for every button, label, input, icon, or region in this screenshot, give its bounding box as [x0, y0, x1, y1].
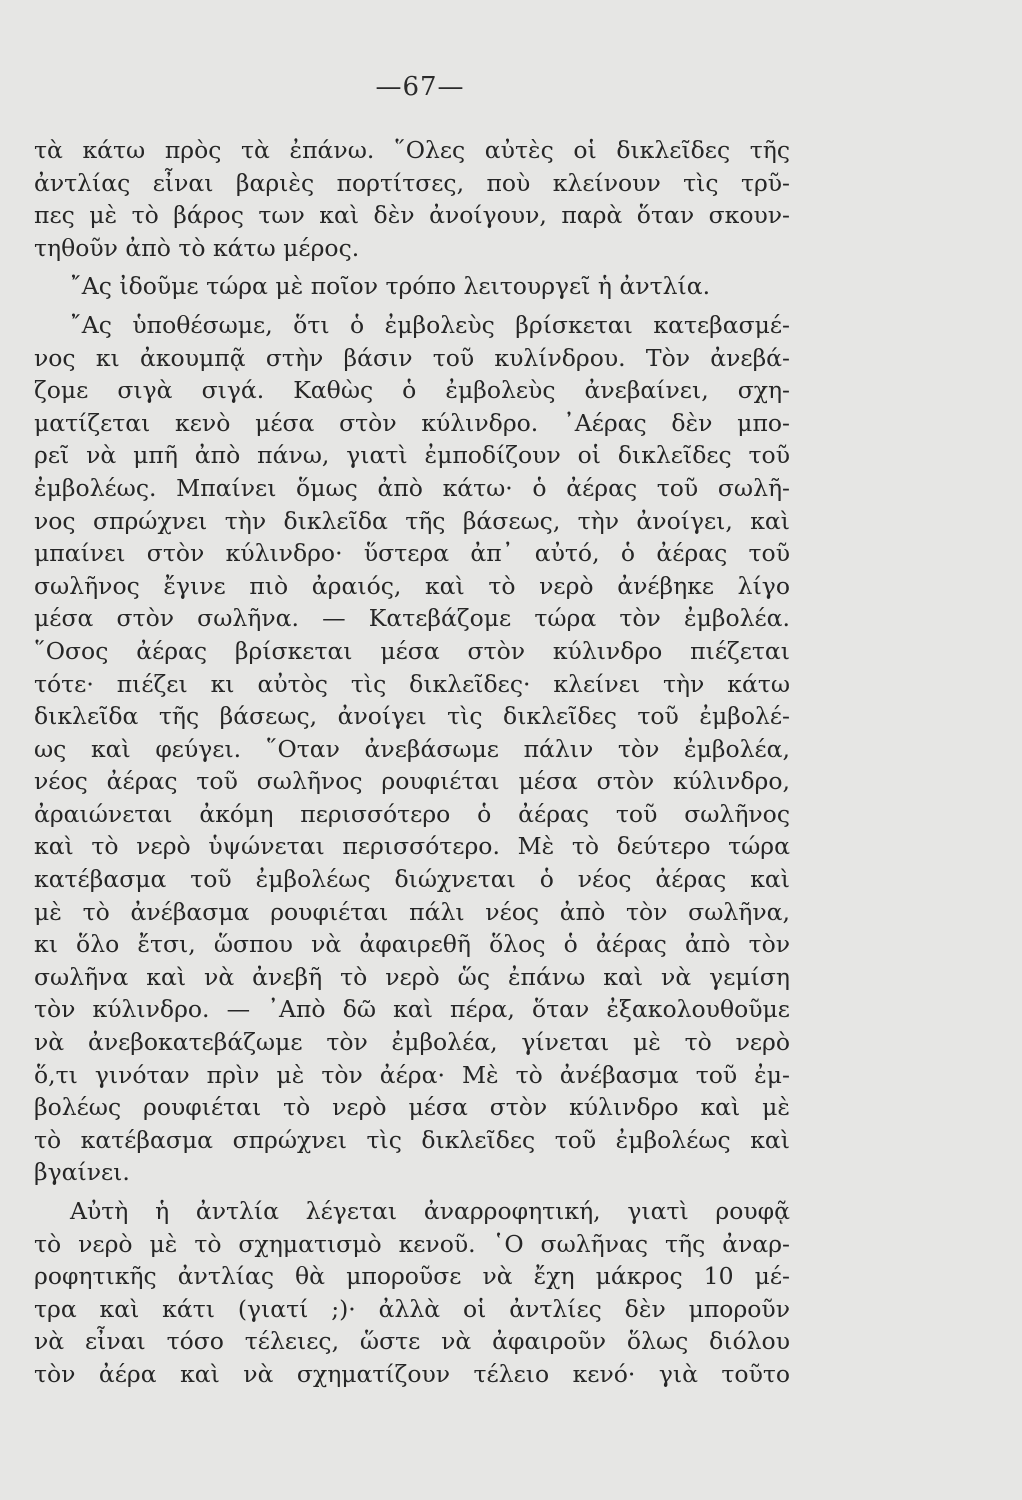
text-line: τὸ κατέβασμα σπρώχνει τὶς δικλεῖδες τοῦ ἐμβολέως καὶ [34, 1125, 790, 1154]
text-line: ἀντλίας εἶναι βαριὲς πορτίτσες, ποὺ κλείνουν τὶς τρῦ- [34, 168, 790, 197]
text-line: τὸ νερὸ μὲ τὸ σχηματισμὸ κενοῦ. ῾Ο σωλῆνας τῆς ἀναρ- [34, 1229, 790, 1258]
text-line: νὰ εἶναι τόσο τέλειες, ὥστε νὰ ἀφαιροῦν ὅλως διόλου [34, 1327, 790, 1356]
text-line: ζομε σιγὰ σιγά. Καθὼς ὁ ἐμβολεὺς ἀνεβαίνει, σχη- [34, 376, 790, 405]
text-line: ὅ,τι γινόταν πρὶν μὲ τὸν ἀέρα· Μὲ τὸ ἀνέβασμα τοῦ ἐμ- [34, 1060, 790, 1089]
text-line: νος κι ἀκουμπᾷ στὴν βάσιν τοῦ κυλίνδρου. Τὸν ἀνεβά- [34, 343, 790, 372]
text-line: ῎Ας ἰδοῦμε τώρα μὲ ποῖον τρόπο λειτουργεῖ ἡ ἀντλία. [70, 272, 711, 301]
text-line: κι ὅλο ἔτσι, ὥσπου νὰ ἀφαιρεθῆ ὅλος ὁ ἀέρας ἀπὸ τὸν [34, 930, 790, 959]
text-line: ῞Οσος ἀέρας βρίσκεται μέσα στὸν κύλινδρο πιέζεται [34, 636, 790, 665]
text-line: Αὐτὴ ἡ ἀντλία λέγεται ἀναρροφητική, γιατὶ ρουφᾷ [70, 1197, 790, 1225]
text-line: ῎Ας ὑποθέσωμε, ὅτι ὁ ἐμβολεὺς βρίσκεται κατεβασμέ- [70, 310, 790, 339]
text-line: κατέβασμα τοῦ ἐμβολέως διώχνεται ὁ νέος ἀέρας καὶ [34, 865, 790, 894]
text-line: καὶ τὸ νερὸ ὑψώνεται περισσότερο. Μὲ τὸ δεύτερο τώρα [34, 832, 790, 861]
text-line: τὰ κάτω πρὸς τὰ ἐπάνω. ῞Ολες αὐτὲς οἱ δικλεῖδες τῆς [34, 136, 790, 164]
text-line: σωλῆνα καὶ νὰ ἀνεβῆ τὸ νερὸ ὥς ἐπάνω καὶ νὰ γεμίση [34, 962, 790, 991]
text-line: ροφητικῆς ἀντλίας θὰ μποροῦσε νὰ ἔχη μάκρος 10 μέ- [34, 1262, 790, 1291]
text-line: τὸν κύλινδρο. — ᾿Απὸ δῶ καὶ πέρα, ὅταν ἐξακολουθοῦμε [34, 995, 790, 1024]
text-line: μπαίνει στὸν κύλινδρο· ὕστερα ἀπ᾽ αὐτό, ὁ ἀέρας τοῦ [34, 539, 790, 568]
text-line: νος σπρώχνει τὴν δικλεῖδα τῆς βάσεως, τὴν ἀνοίγει, καὶ [34, 506, 790, 535]
text-line: νέος ἀέρας τοῦ σωλῆνος ρουφιέται μέσα στὸν κύλινδρο, [34, 767, 790, 796]
text-line: τηθοῦν ἀπὸ τὸ κάτω μέρος. [34, 233, 360, 262]
text-line: βγαίνει. [34, 1158, 130, 1187]
text-line: ματίζεται κενὸ μέσα στὸν κύλινδρο. ᾿Αέρας δὲν μπο- [34, 408, 790, 437]
text-line: σωλῆνος ἔγινε πιὸ ἀραιός, καὶ τὸ νερὸ ἀνέβηκε λίγο [34, 571, 790, 600]
body-text [34, 134, 790, 1391]
text-line: τότε· πιέζει κι αὐτὸς τὶς δικλεῖδες· κλείνει τὴν κάτω [34, 669, 790, 698]
text-line: νὰ ἀνεβοκατεβάζωμε τὸν ἐμβολέα, γίνεται μὲ τὸ νερὸ [34, 1028, 790, 1057]
text-line: ρεῖ νὰ μπῆ ἀπὸ πάνω, γιατὶ ἐμποδίζουν οἱ δικλεῖδες τοῦ [34, 441, 790, 470]
text-line: δικλεῖδα τῆς βάσεως, ἀνοίγει τὶς δικλεῖδες τοῦ ἐμβολέ- [34, 702, 790, 731]
page-number: —67— [375, 72, 465, 102]
text-line: ἀραιώνεται ἀκόμη περισσότερο ὁ ἀέρας τοῦ σωλῆνος [34, 799, 790, 828]
text-line: μέσα στὸν σωλῆνα. — Κατεβάζομε τώρα τὸν ἐμβολέα. [34, 604, 790, 633]
text-line: μὲ τὸ ἀνέβασμα ρουφιέται πάλι νέος ἀπὸ τὸν σωλῆνα, [34, 897, 790, 926]
text-line: ἐμβολέως. Μπαίνει ὅμως ἀπὸ κάτω· ὁ ἀέρας τοῦ σωλῆ- [34, 473, 790, 502]
text-line: τρα καὶ κάτι (γιατί ;)· ἀλλὰ οἱ ἀντλίες δὲν μποροῦν [34, 1294, 790, 1323]
text-line: βολέως ρουφιέται τὸ νερὸ μέσα στὸν κύλινδρο καὶ μὲ [34, 1093, 790, 1122]
text-line: ως καὶ φεύγει. ῞Οταν ἀνεβάσωμε πάλιν τὸν ἐμβολέα, [34, 734, 790, 763]
text-line: πες μὲ τὸ βάρος των καὶ δὲν ἀνοίγουν, παρὰ ὅταν σκουν- [34, 201, 790, 230]
text-line: τὸν ἀέρα καὶ νὰ σχηματίζουν τέλειο κενό· γιὰ τοῦτο [34, 1359, 790, 1388]
